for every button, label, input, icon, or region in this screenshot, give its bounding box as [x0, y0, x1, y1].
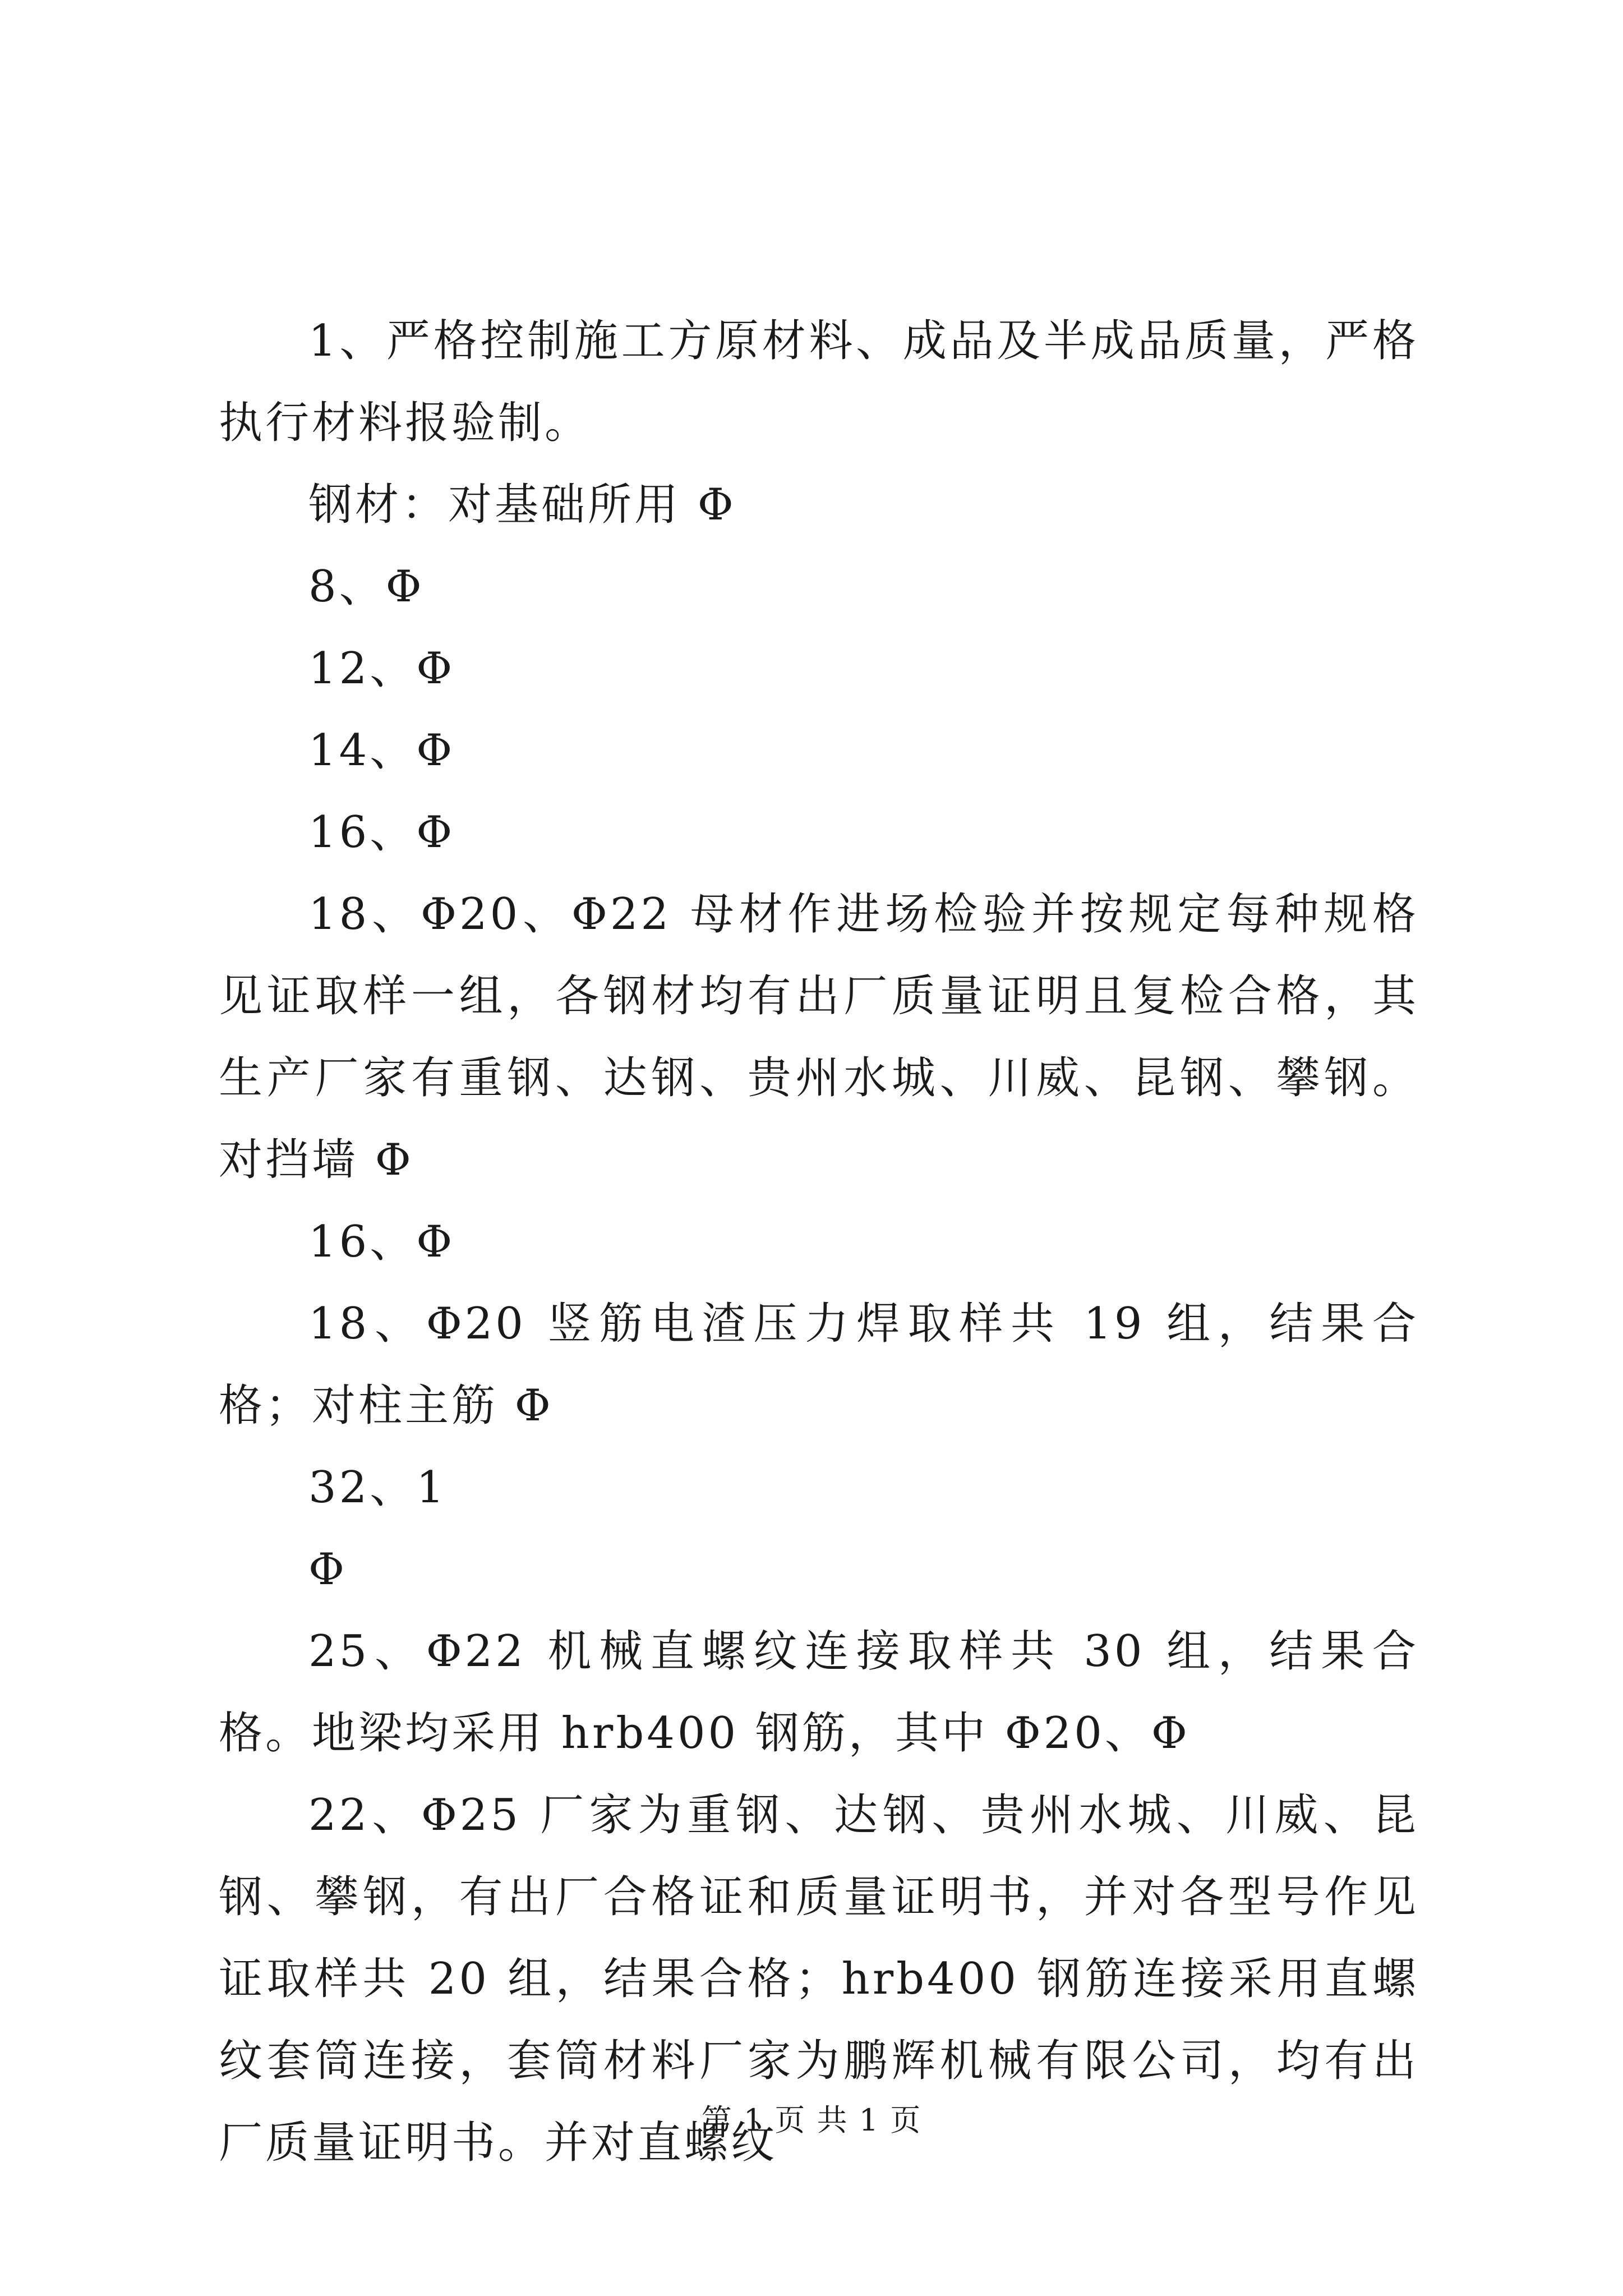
paragraph-12: 25、Φ22 机械直螺纹连接取样共 30 组，结果合格。地梁均采用 hrb400 钢筋，其中 Φ20、Φ — [219, 1626, 1419, 1759]
paragraph-11: Φ — [308, 1544, 347, 1595]
paragraph-8: 16、Φ — [308, 1217, 455, 1267]
page-footer: 第 1 页 共 1 页 — [701, 2102, 922, 2138]
paragraph-10: 32、1 — [308, 1462, 447, 1513]
paragraph-5: 14、Φ — [308, 725, 455, 776]
paragraph-1: 1、严格控制施工方原材料、成品及半成品质量，严格执行材料报验制。 — [219, 316, 1419, 448]
paragraph-7: 18、Φ20、Φ22 母材作进场检验并按规定每种规格见证取样一组，各钢材均有出厂质量证明且复检合格，其生产厂家有重钢、达钢、贵州水城、川威、昆钢、攀钢。对挡墙 Φ — [219, 889, 1419, 1185]
paragraph-3: 8、Φ — [308, 562, 425, 612]
paragraph-13: 22、Φ25 厂家为重钢、达钢、贵州水城、川威、昆钢、攀钢，有出厂合格证和质量证明书，并对各型号作见证取样共 20 组，结果合格；hrb400 钢筋连接采用直螺纹套筒连接，套筒材料厂家为鹏辉机械有限公司，均有出厂质量证明书。并对直螺纹 — [219, 1790, 1419, 2168]
paragraph-2: 钢材：对基础所用 Φ — [308, 480, 736, 530]
document-body — [219, 300, 1419, 2184]
paragraph-6: 16、Φ — [308, 807, 455, 858]
paragraph-9: 18、Φ20 竖筋电渣压力焊取样共 19 组，结果合格；对柱主筋 Φ — [219, 1299, 1419, 1431]
paragraph-4: 12、Φ — [308, 643, 455, 694]
